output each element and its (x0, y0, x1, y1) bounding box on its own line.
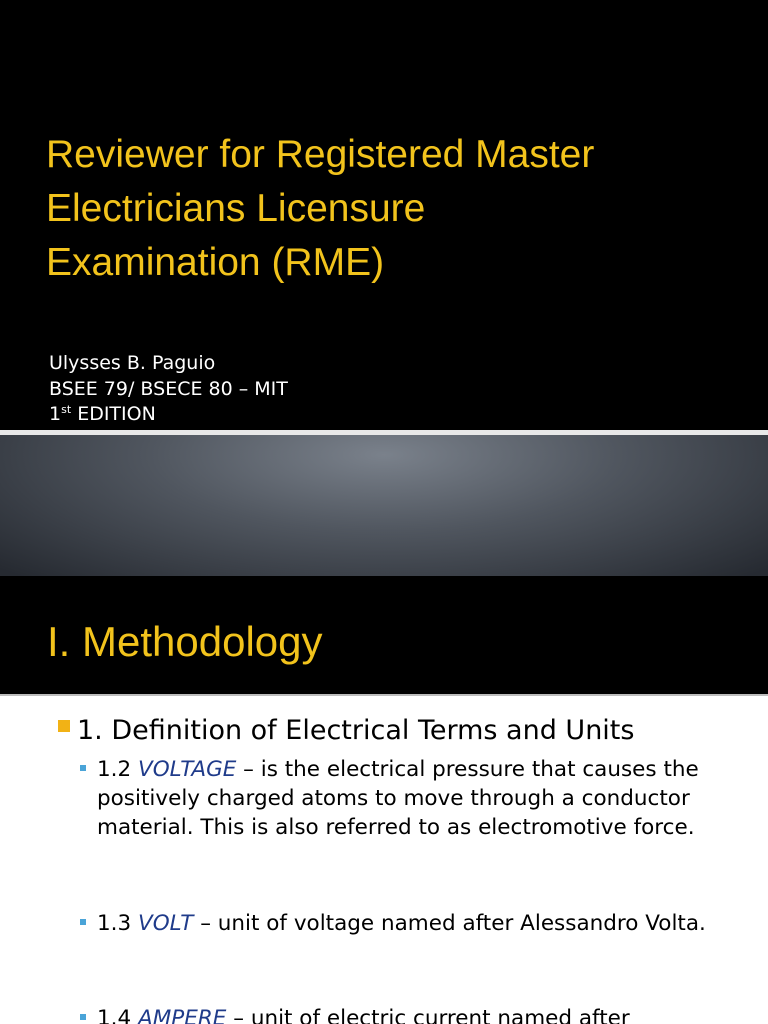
list-item (80, 909, 740, 938)
title-line: Examination (RME) (46, 241, 385, 284)
item-definition: – unit of electric current named after (233, 1006, 630, 1024)
slide-title: I. Methodology (47, 618, 323, 665)
item-definition: – is the electrical pressure that causes the positively charged atoms to move through a conductor material. This is also referred to as electromotive force. (97, 757, 699, 840)
subtitle-block (49, 351, 288, 428)
square-bullet-icon (58, 720, 70, 732)
list-item-text (97, 909, 740, 938)
edition (49, 402, 288, 428)
author-degrees: BSEE 79/ BSECE 80 – MIT (49, 377, 288, 400)
edition-label: EDITION (77, 403, 156, 425)
title-line: Electricians Licensure (46, 187, 426, 230)
title-line: Reviewer for Registered Master (46, 133, 595, 176)
list-item (80, 755, 740, 842)
author-name: Ulysses B. Paguio (49, 352, 216, 374)
square-bullet-icon (80, 919, 86, 925)
title-slide (0, 0, 768, 430)
item-definition: – unit of voltage named after Alessandro Volta. (200, 911, 706, 936)
heading-text: 1. Definition of Electrical Terms and Units (77, 715, 635, 746)
list-item-text (97, 755, 740, 842)
list-item (80, 1004, 740, 1024)
edition-number: 1 (49, 403, 62, 425)
slide-title (46, 128, 746, 290)
edition-suffix: st (61, 403, 72, 416)
square-bullet-icon (80, 765, 86, 771)
list-heading (58, 712, 634, 750)
item-term: VOLT (138, 911, 194, 936)
item-term: VOLTAGE (138, 757, 237, 782)
item-number: 1.4 (97, 1006, 132, 1024)
item-number: 1.2 (97, 757, 132, 782)
square-bullet-icon (80, 1014, 86, 1020)
item-number: 1.3 (97, 911, 132, 936)
list-item-text (97, 1004, 740, 1024)
item-term: AMPERE (138, 1006, 227, 1024)
blank-slide (0, 435, 768, 576)
